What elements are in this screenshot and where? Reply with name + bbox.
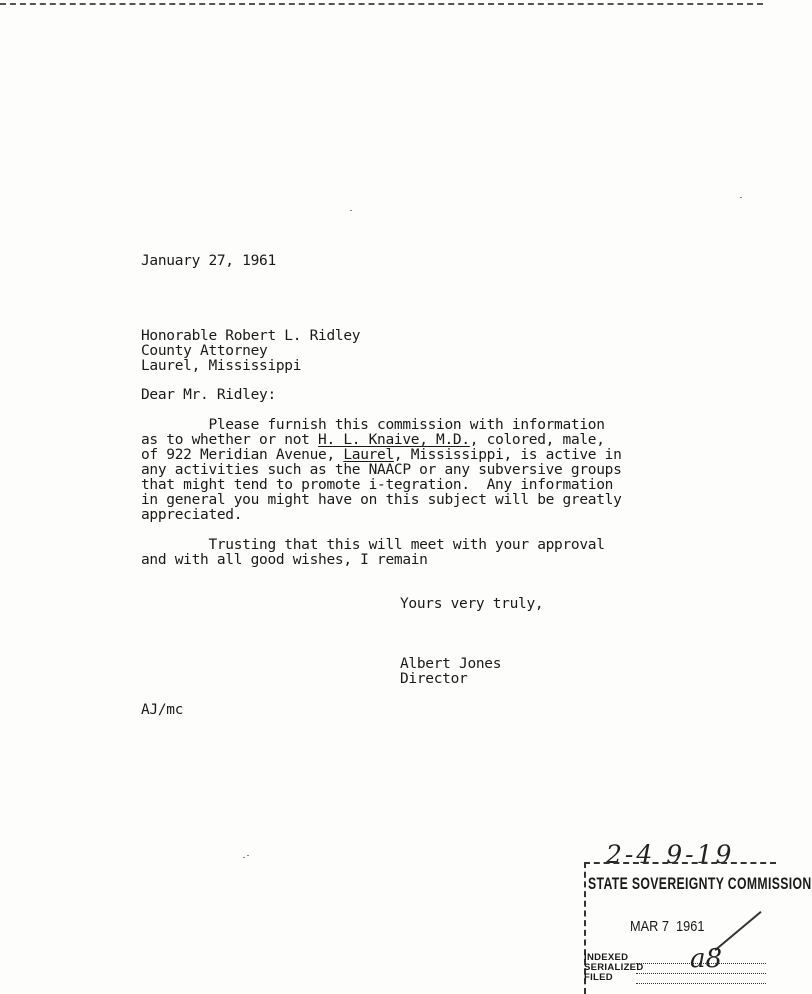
stamp-handwritten-number: 2-4 9-19: [606, 840, 735, 869]
recipient-name: Honorable Robert L. Ridley: [141, 328, 361, 344]
top-dashed-border: [0, 3, 763, 5]
underlined-subject-name: H. L. Knaive, M.D.: [318, 432, 470, 448]
paragraph-line: of 922 Meridian Avenue,: [141, 447, 344, 463]
paragraph-line: in general you might have on this subject will be greatly: [141, 492, 622, 508]
paragraph-line: Trusting that this will meet with your approval: [141, 537, 605, 553]
scan-speck: [350, 210, 352, 211]
paragraph-line: , Mississippi, is active in: [393, 447, 622, 463]
scan-speck: [247, 855, 249, 856]
paragraph-line: Please furnish this commission with information: [141, 417, 605, 433]
paragraph-request: [141, 418, 622, 523]
signer-name: Albert Jones: [400, 656, 502, 672]
paragraph-line: any activities such as the NAACP or any subversive groups: [141, 462, 622, 478]
underlined-city: Laurel: [343, 447, 394, 463]
stamp-date: MAR 7 1961: [630, 918, 705, 935]
signer-title: Director: [400, 671, 468, 687]
stamp-indexed-label: INDEXED: [584, 952, 629, 963]
stamp-serialized-label: SERIALIZED: [584, 962, 644, 973]
stamp-filed-line: [636, 983, 766, 984]
complimentary-close: Yours very truly,: [400, 596, 544, 612]
paragraph-closing: [141, 538, 605, 568]
paragraph-line: and with all good wishes, I remain: [141, 552, 428, 568]
scan-speck: [740, 197, 742, 198]
paragraph-line: that might tend to promote i-tegration. Any information: [141, 477, 614, 493]
letter-date: January 27, 1961: [141, 253, 276, 269]
stamp-handwritten-initials: a8: [690, 944, 723, 974]
commission-stamp: [578, 840, 812, 990]
stamp-filed-label: FILED: [584, 972, 613, 983]
stamp-title: STATE SOVEREIGNTY COMMISSION: [588, 874, 812, 893]
scan-speck: [243, 857, 245, 858]
paragraph-line: , colored, male,: [469, 432, 605, 448]
typist-initials: AJ/mc: [141, 702, 184, 718]
recipient-location: Laurel, Mississippi: [141, 358, 302, 374]
recipient-block: [141, 329, 360, 374]
paragraph-line: appreciated.: [141, 507, 243, 523]
paragraph-line: as to whether or not: [141, 432, 319, 448]
recipient-title: County Attorney: [141, 343, 268, 359]
signature-block: [400, 657, 501, 687]
salutation: Dear Mr. Ridley:: [141, 387, 276, 403]
